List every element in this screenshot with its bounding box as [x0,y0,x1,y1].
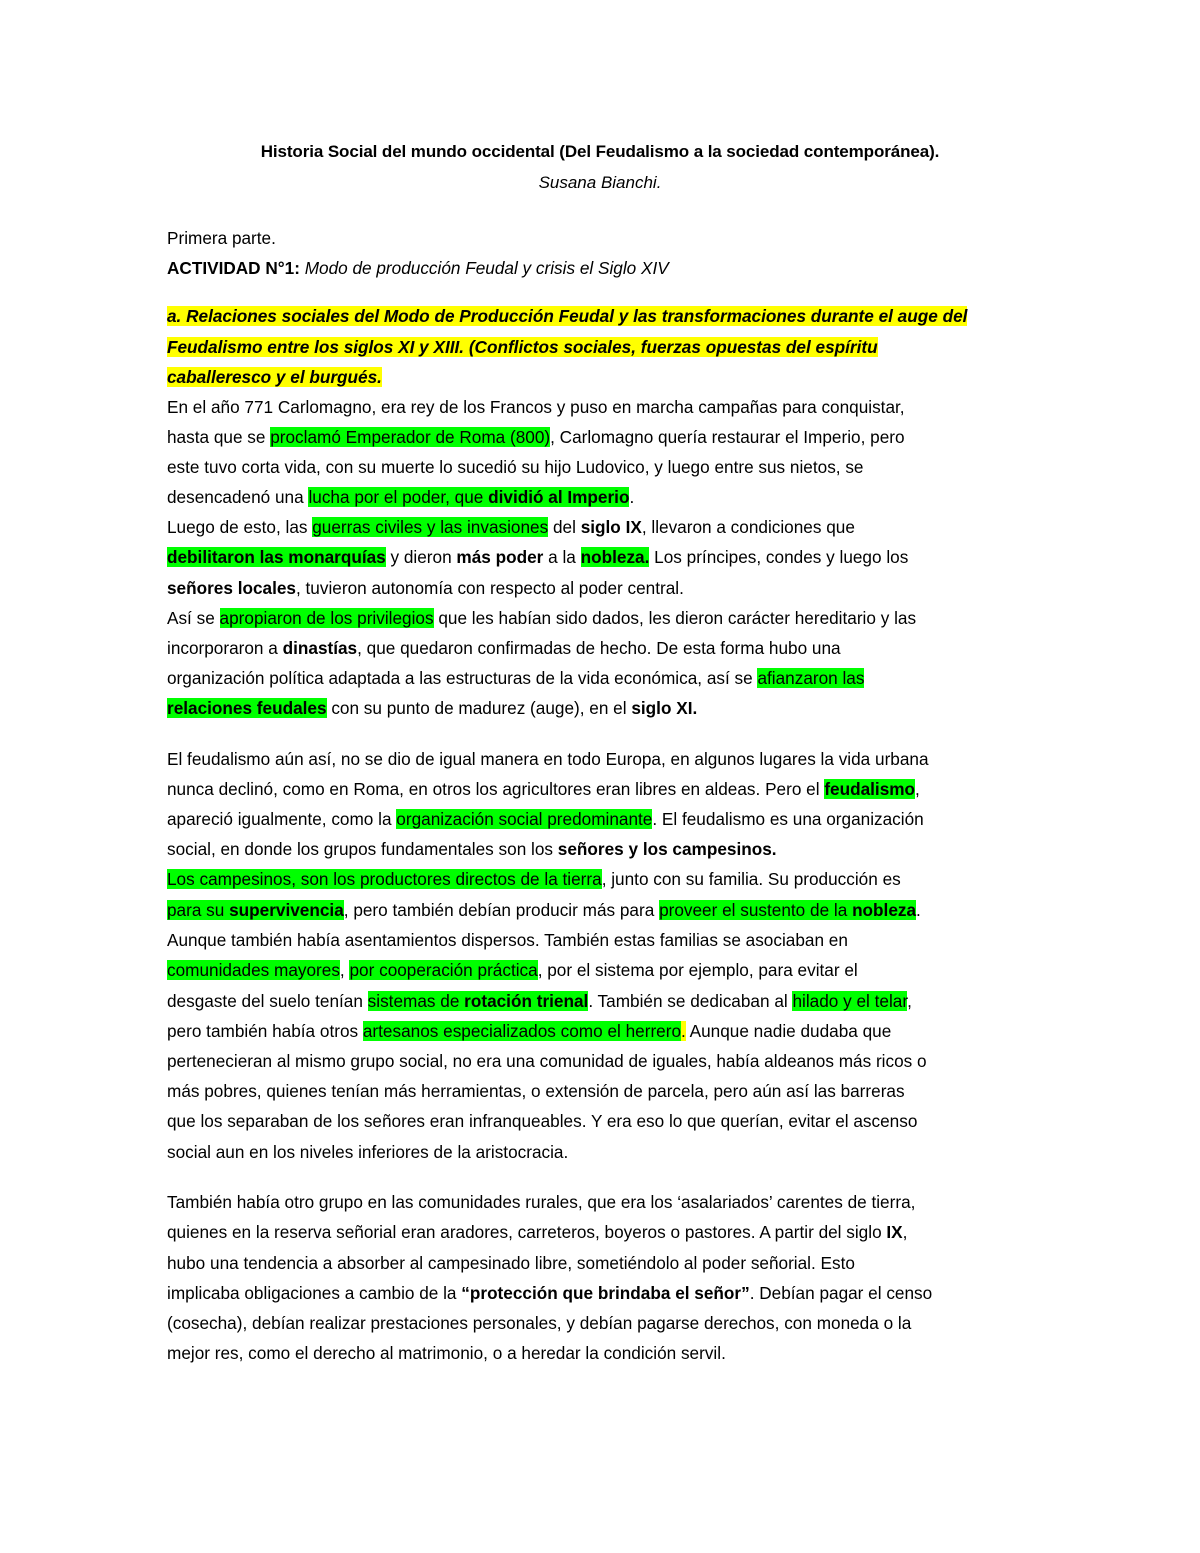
text-line [167,303,967,329]
text-run: incorporaron a [167,638,283,658]
text-run: , por el sistema por ejemplo, para evitar el [537,960,858,980]
text-line [167,1340,726,1366]
highlighted-text: por cooperación práctica [349,960,538,980]
text-run: que los separaban de los señores eran infranqueables. Y era eso lo que querían, evitar el ascenso [167,1111,918,1131]
text-run: señores locales [167,578,296,598]
text-line [167,1139,568,1165]
text-line [167,454,864,480]
text-run: También había otro grupo en las comunidades rurales, que era los ‘asalariados’ carentes de tierra, [167,1192,916,1212]
highlighted-text: organización social predominante [396,809,653,829]
highlighted-text: apropiaron de los privilegios [219,608,434,628]
text-line [167,484,634,510]
document-title: Historia Social del mundo occidental (Del Feudalismo a la sociedad contemporánea). [260,142,940,161]
highlighted-text: dividió al Imperio [488,487,630,507]
text-line [167,1108,917,1134]
text-line [167,836,777,862]
text-run: , pero también debían producir más para [343,900,660,920]
text-line [167,225,276,251]
highlighted-text: supervivencia [229,900,344,920]
text-run: nunca declinó, como en Roma, en otros los agricultores eran libres en aldeas. Pero el [167,779,825,799]
highlighted-text: para su [167,900,230,920]
text-line [167,957,858,983]
highlighted-text: . [681,1021,686,1041]
text-run: organización política adaptada a las estructuras de la vida económica, así se [167,668,758,688]
text-run: , [339,960,350,980]
highlighted-text: relaciones feudales [167,698,327,718]
highlighted-text: Los campesinos, son los productores directos de la tierra [167,869,602,889]
text-line [167,1189,915,1215]
text-run: quienes en la reserva señorial eran aradores, carreteros, boyeros o pastores. A partir del siglo [167,1222,887,1242]
text-run: , que quedaron confirmadas de hecho. De esta forma hubo una [357,638,841,658]
text-run: , [907,991,912,1011]
text-line [167,695,697,721]
text-run: señores y los campesinos. [557,839,777,859]
text-run: Modo de producción Feudal y crisis el Siglo XIV [299,258,669,278]
highlighted-text: sistemas de [367,991,465,1011]
text-run: , [902,1222,908,1242]
document-author: Susana Bianchi. [538,173,662,192]
text-run: este tuvo corta vida, con su muerte lo sucedió su hijo Ludovico, y luego entre sus nietos, se [167,457,864,477]
text-line [167,364,382,390]
highlighted-text: caballeresco y el burgués. [167,367,382,387]
text-run: pertenecieran al mismo grupo social, no era una comunidad de iguales, había aldeanos más ricos o [167,1051,927,1071]
highlighted-text: proveer el sustento de la [659,900,853,920]
text-line [167,424,905,450]
text-line [167,1078,905,1104]
text-run: . Debían pagar el censo [749,1283,933,1303]
text-line [167,514,855,540]
highlighted-text: afianzaron las [757,668,865,688]
text-run: “protección que brindaba el señor” [461,1283,750,1303]
text-run: . El feudalismo es una organización [652,809,924,829]
text-line [167,605,916,631]
text-run: IX [886,1222,903,1242]
text-line [167,1310,911,1336]
text-run: El feudalismo aún así, no se dio de igual manera en todo Europa, en algunos lugares la vida urbana [167,749,929,769]
text-run: social, en donde los grupos fundamentales son los [167,839,558,859]
text-line [167,776,920,802]
text-run: , junto con su familia. Su producción es [601,869,901,889]
text-run: Los príncipes, condes y luego los [649,547,909,567]
text-line [167,635,841,661]
highlighted-text: Feudalismo entre los siglos XI y XIII. (Conflictos sociales, fuerzas opuestas del espíritu [167,337,878,357]
highlighted-text: guerras civiles y las invasiones [312,517,549,537]
text-run: . [916,900,921,920]
text-line [167,1280,932,1306]
text-run: Aunque también había asentamientos dispersos. También estas familias se asociaban en [167,930,848,950]
text-line [167,806,924,832]
text-run: del [548,517,581,537]
text-run: desencadenó una [167,487,309,507]
highlighted-text: lucha por el poder, que [308,487,489,507]
text-run: implicaba obligaciones a cambio de la [167,1283,462,1303]
text-run: , [915,779,920,799]
text-run: Aunque nadie dudaba que [685,1021,892,1041]
text-line [167,1048,927,1074]
text-run: mejor res, como el derecho al matrimonio, o a heredar la condición servil. [167,1343,726,1363]
text-run: . [629,487,635,507]
text-line [167,575,684,601]
text-run: pero también había otros [167,1021,363,1041]
text-run: apareció igualmente, como la [167,809,397,829]
text-run: dinastías [282,638,358,658]
text-run: desgaste del suelo tenían [167,991,368,1011]
highlighted-text: a. Relaciones sociales del Modo de Producción Feudal y las transformaciones durante el auge del [167,306,968,326]
text-run: que les habían sido dados, les dieron carácter hereditario y las [433,608,917,628]
text-run: hubo una tendencia a absorber al campesinado libre, sometiéndolo al poder señorial. Esto [167,1253,855,1273]
text-run: , tuvieron autonomía con respecto al poder central. [295,578,684,598]
text-run: Luego de esto, las [167,517,313,537]
text-line [167,1018,891,1044]
text-line [167,746,929,772]
text-run: siglo IX [580,517,642,537]
text-run: (cosecha), debían realizar prestaciones personales, y debían pagarse derechos, con moneda o la [167,1313,912,1333]
text-run: , Carlomagno quería restaurar el Imperio, pero [550,427,905,447]
text-run: a la [543,547,581,567]
highlighted-text: nobleza. [580,547,650,567]
text-run: con su punto de madurez (auge), en el [326,698,632,718]
text-run: más pobres, quienes tenían más herramientas, o extensión de parcela, pero aún así las barreras [167,1081,905,1101]
text-run: , llevaron a condiciones que [641,517,855,537]
text-run: siglo XI. [631,698,698,718]
text-run: En el año 771 Carlomagno, era rey de los Francos y puso en marcha campañas para conquistar, [167,397,905,417]
text-line [167,544,908,570]
text-line [167,988,912,1014]
highlighted-text: artesanos especializados como el herrero [362,1021,682,1041]
highlighted-text: rotación trienal [464,991,589,1011]
text-line [167,1219,907,1245]
text-run: social aun en los niveles inferiores de la aristocracia. [167,1142,569,1162]
highlighted-text: hilado y el telar [792,991,908,1011]
text-line [167,255,669,281]
text-line [167,1250,855,1276]
highlighted-text: debilitaron las monarquías [167,547,386,567]
text-run: y dieron [385,547,457,567]
text-line [167,334,878,360]
text-run: ACTIVIDAD N°1: [167,258,300,278]
text-line [167,927,848,953]
highlighted-text: feudalismo [824,779,916,799]
text-run: Así se [167,608,220,628]
text-run: más poder [456,547,544,567]
text-run: hasta que se [167,427,271,447]
highlighted-text: proclamó Emperador de Roma (800) [270,427,551,447]
text-line [167,897,921,923]
text-line [167,866,901,892]
highlighted-text: nobleza [852,900,917,920]
highlighted-text: comunidades mayores [167,960,340,980]
text-line [167,665,864,691]
text-line [167,394,905,420]
text-run: . También se dedicaban al [588,991,793,1011]
text-run: Primera parte. [167,228,276,248]
